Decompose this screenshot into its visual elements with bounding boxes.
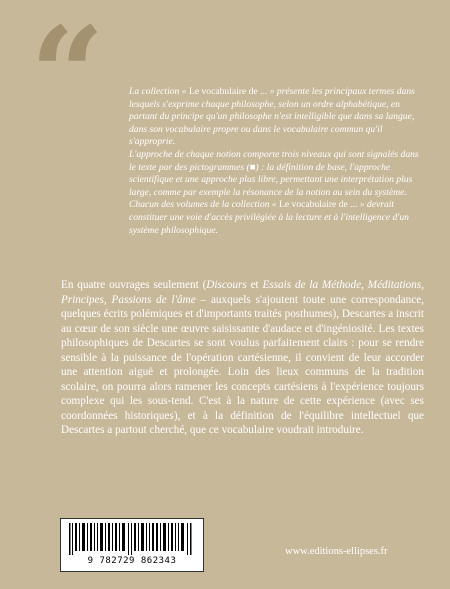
isbn-digits: 9 782729 862343 bbox=[87, 556, 177, 566]
text-span: En quatre ouvrages seulement ( bbox=[61, 279, 207, 291]
barcode bbox=[60, 518, 204, 572]
text-span: , bbox=[361, 279, 368, 291]
collection-text: Chacun des volumes de la collection « bbox=[129, 199, 280, 211]
work-title: Essais de la Méthode bbox=[262, 279, 362, 291]
collection-title: Le vocabulaire de ... bbox=[188, 86, 268, 97]
collection-text: » devrait constituer une voie d'accès privilégiée à la lecture et à l'intelligence d'un système philosophique. bbox=[129, 199, 409, 236]
description-paragraph bbox=[61, 278, 424, 438]
collection-description bbox=[129, 86, 427, 237]
work-title: Passions de l'âme bbox=[111, 293, 196, 306]
text-span: – auxquels s'ajoutent toute une correspondance, quelques écrits polémiques et d'importants traités posthumes), Descartes a inscrit au cœur de son siècle une œuvre saisissante d'audace et d'ingéniosité. Les textes philosophiques de Descartes se sont voulus parfaitement clairs : pour se rendre sensible à la puissance de l'opération cartésienne, il convient de leur accorder une attention aiguë et prolongée. Loin des lieux communs de la tradition scolaire, on pourra alors ramener les concepts cartésiens à l'expérience toujours complexe qui les sous-tend. C'est à la nature de cette expérience (avec ses coordonnées historiques), et à la définition de l'équilibre intellectuel que Descartes a partout cherché, que ce vocabulaire voudrait introduire. bbox=[61, 293, 425, 436]
collection-paragraph-1 bbox=[129, 86, 427, 149]
work-title: Discours bbox=[206, 279, 247, 291]
collection-paragraph-3 bbox=[129, 199, 427, 237]
quotation-mark-icon: “ bbox=[30, 0, 105, 151]
text-span: , bbox=[103, 293, 112, 306]
work-title: Méditations bbox=[367, 279, 422, 291]
work-title: Principes bbox=[61, 293, 104, 306]
collection-text: » présente les principaux termes dans lesquels s'exprime chaque philosophe, selon un ordre alphabétique, en partant du principe qu'un philosophe n'est intelligible que dans sa langue, dans son vocabulaire propre ou dans le vocabulaire commun qu'il s'approprie. bbox=[129, 86, 415, 148]
collection-title: Le vocabulaire de ... bbox=[279, 199, 358, 211]
barcode-bars bbox=[69, 523, 195, 555]
book-description bbox=[61, 278, 424, 438]
publisher-website: www.editions-ellipses.fr bbox=[285, 546, 388, 557]
collection-paragraph-2: L'approche de chaque notion comporte trois niveaux qui sont signalés dans le texte par des pictogrammes (■) : la définition de base, l'approche scientifique et une approche plus libre, permettant une interprétation plus large, comme par exemple la résonance de la notion au sein du système. bbox=[129, 148, 419, 198]
text-span: et bbox=[246, 279, 263, 291]
text-span: , bbox=[421, 279, 425, 291]
collection-text: La collection « bbox=[129, 86, 189, 97]
